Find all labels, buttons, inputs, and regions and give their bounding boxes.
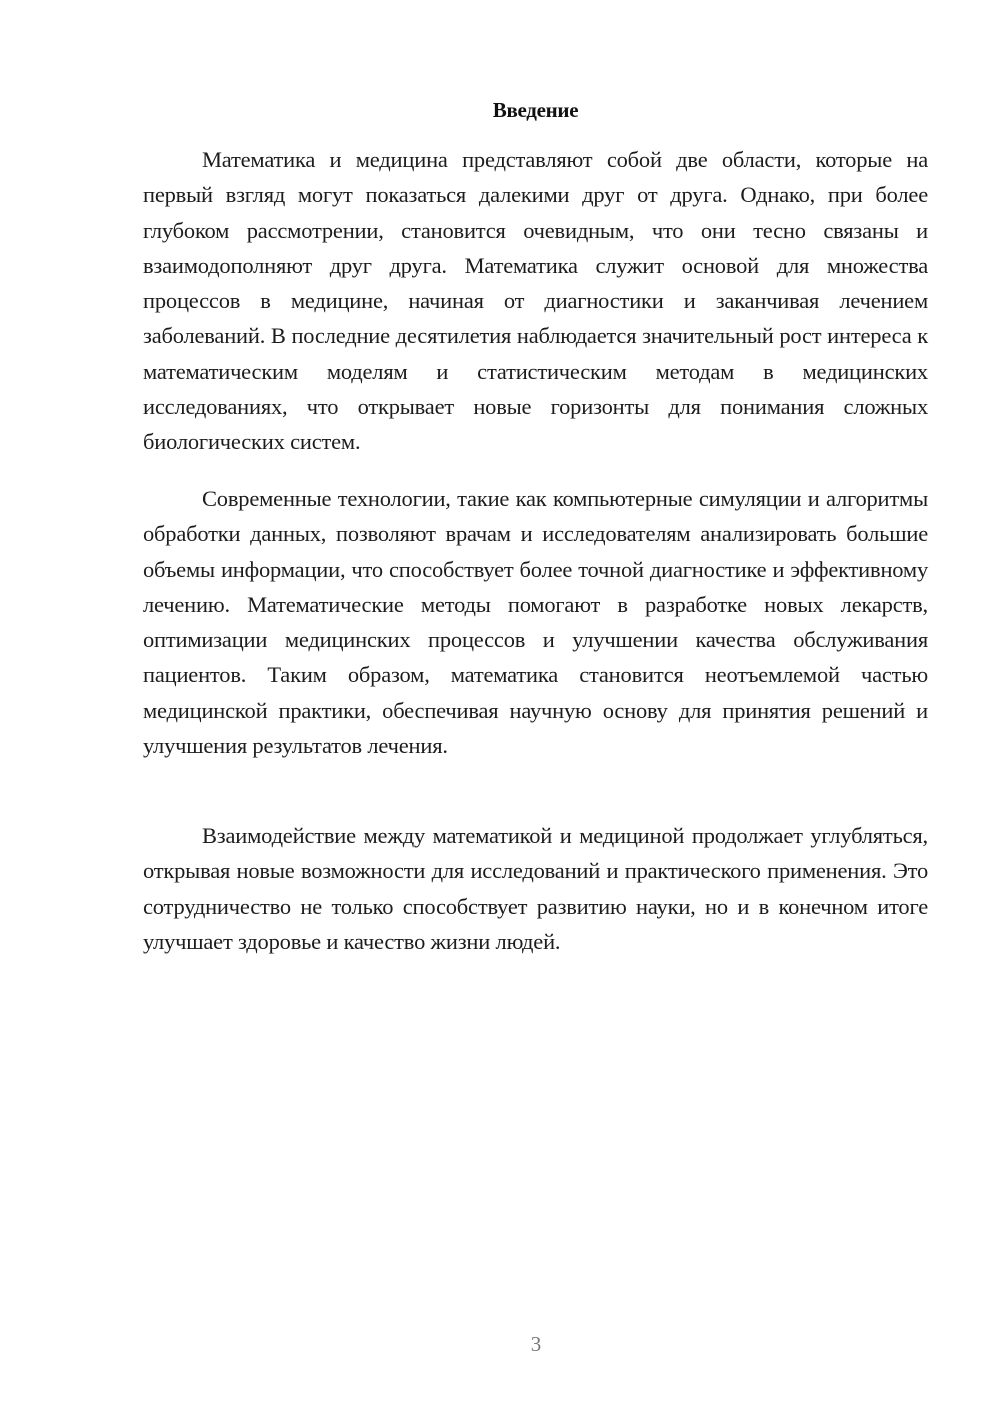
paragraph-2: Современные технологии, такие как компьютерные симуляции и алгоритмы обработки данных, позволяют врачам и исследователям анализировать большие объемы информации, что способствует более точной диагностике и эффективному лечению. Математические методы помогают в разработке новых лекарств, оптимизации медицинских процессов и улучшении качества обслуживания пациентов. Таким образом, математика становится неотъемлемой частью медицинской практики, обеспечивая научную основу для принятия решений и улучшения результатов лечения.	[143, 486, 928, 759]
paragraph-1: Математика и медицина представляют собой две области, которые на первый взгляд могут показаться далекими друг от друга. Однако, при более глубоком рассмотрении, становится очевидным, что они тесно связаны и взаимодополняют друг друга. Математика служит основой для множества процессов в медицине, начиная от диагностики и заканчивая лечением заболеваний. В последние десятилетия наблюдается значительный рост интереса к математическим моделям и статистическим методам в медицинских исследованиях, что открывает новые горизонты для понимания сложных биологических систем.	[143, 147, 928, 455]
paragraph-3: Взаимодействие между математикой и медициной продолжает углубляться, открывая новые возможности для исследований и практического применения. Это сотрудничество не только способствует развитию науки, но и в конечном итоге улучшает здоровье и качество жизни людей.	[143, 823, 928, 954]
paragraph-3-container	[143, 818, 928, 959]
paragraph-2-container	[143, 481, 928, 763]
page-number: 3	[530, 1332, 542, 1356]
section-title: Введение	[492, 98, 579, 122]
paragraph-1-container	[143, 142, 928, 460]
